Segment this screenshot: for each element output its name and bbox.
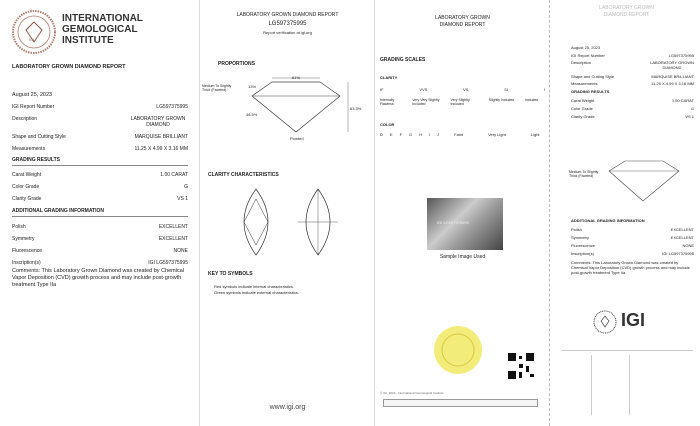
color-letter: J: [437, 132, 440, 137]
grade-label: Clarity Grade: [12, 196, 42, 202]
col3-title2: DIAMOND REPORT: [439, 22, 486, 28]
summary-value: EXCELLENT: [670, 235, 694, 240]
summary-label: Carat Weight: [571, 98, 595, 103]
field-label: Measurements: [12, 146, 46, 152]
summary-value: VS 1: [685, 114, 694, 119]
proportions-heading: PROPORTIONS: [218, 61, 255, 67]
addl-label: Symmetry: [12, 236, 35, 242]
field-label: Description: [12, 116, 38, 122]
color-letter: F: [399, 132, 403, 137]
comments: Comments: This Laboratory Grown Diamond was created by Chemical Vapor Deposition (CVD) growth process and may include post-growth treatment Type IIa: [12, 268, 184, 288]
clarity-desc: Slightly Included: [488, 98, 515, 102]
seal-text: IGI: [29, 37, 35, 42]
color-letter: D: [380, 132, 383, 137]
pavilion-pct: 46.5%: [246, 112, 258, 117]
summary-label: Inscription(s): [571, 251, 594, 256]
institute-line1: INTERNATIONAL: [62, 13, 143, 24]
clarity-scale-heading: CLARITY: [380, 75, 398, 80]
qr-code-icon: [507, 352, 535, 380]
summary-value: IGI LG597375995: [662, 251, 694, 256]
field-value: 11.25 X 4.99 X 3.16 MM: [134, 146, 188, 152]
hologram-seal-icon: [433, 325, 483, 375]
summary-label: Fluorescence: [571, 243, 596, 248]
addl-value: EXCELLENT: [158, 236, 188, 242]
verify-text: Report verification at igi.org: [263, 30, 312, 35]
girdle-desc: Medium To Slightly Thick (Faceted): [202, 84, 232, 92]
igi-brand: IGI: [621, 310, 646, 330]
field-label: Shape and Cutting Style: [12, 134, 66, 140]
summary-label: Color Grade: [571, 106, 593, 111]
clarity-grade: I: [543, 87, 545, 92]
report-title: LABORATORY GROWN DIAMOND REPORT: [12, 64, 126, 70]
key-heading: KEY TO SYMBOLS: [208, 271, 253, 277]
grade-label: Color Grade: [12, 184, 40, 190]
summary-value: NONE: [682, 243, 694, 248]
clarity-characteristics-heading: CLARITY CHARACTERISTICS: [208, 172, 279, 178]
tear-off-strip: [561, 350, 693, 420]
grade-value: VS 1: [177, 196, 188, 202]
clarity-grade: SI: [504, 87, 509, 92]
crown-pct: 13%: [248, 84, 257, 89]
grading-scales-panel: [375, 0, 550, 426]
igi-seal-icon: [12, 10, 56, 54]
report-summary-panel: [553, 0, 700, 426]
color-desc: Light: [530, 132, 540, 137]
addl-value: IGI LG597375995: [148, 260, 188, 266]
website: www.igi.org: [269, 404, 306, 411]
addl-label: Fluorescence: [12, 248, 43, 254]
key-red: Red symbols indicate internal characteristics.: [214, 284, 295, 289]
grading-results-heading: GRADING RESULTS: [12, 157, 60, 163]
grade-label: Carat Weight: [12, 172, 42, 178]
clarity-grade: VVS: [419, 87, 428, 92]
addl-value: EXCELLENT: [158, 224, 188, 230]
color-desc: Very Light: [488, 132, 506, 137]
sample-image-label: Sample Image Used: [439, 254, 486, 260]
marquise-plot-icon: [228, 185, 348, 260]
color-desc: Faint: [454, 132, 464, 137]
color-scale-heading: COLOR: [380, 122, 395, 127]
col4-title1: LABORATORY GROWN: [599, 5, 654, 11]
clarity-desc: Very Slightly Included: [450, 98, 470, 106]
summary-grading-heading: GRADING RESULTS: [571, 89, 610, 94]
clarity-grade: VS: [463, 87, 469, 92]
summary-comments: Comments: This Laboratory Grown Diamond was created by Chemical Vapor Deposition (CVD) growth process and may include post-growth treatment Type IIa: [571, 260, 690, 275]
col4-title2: DIAMOND REPORT: [603, 12, 650, 18]
summary-label: Symmetry: [571, 235, 589, 240]
summary-addl-heading: ADDITIONAL GRADING INFORMATION: [571, 218, 645, 223]
depth-pct: 63.3%: [350, 106, 362, 111]
report-date: August 25, 2023: [12, 92, 53, 98]
summary-label: Polish: [571, 227, 582, 232]
sample-inscription-image: [427, 198, 503, 250]
grading-scales-heading: GRADING SCALES: [380, 57, 426, 63]
clarity-grade: IF: [380, 87, 384, 92]
report-main-panel: [0, 0, 200, 426]
summary-date: August 25, 2023: [571, 45, 601, 50]
summary-label: Description: [571, 60, 592, 65]
summary-value: LG597375995: [668, 53, 694, 58]
table-pct: 61%: [292, 75, 301, 80]
copyright: © IGI, 2023 - International Gemological Institute: [380, 391, 444, 395]
summary-value: MARQUISE BRILLIANT: [651, 74, 694, 79]
igi-seal-small-icon: [593, 310, 617, 334]
clarity-desc: Internally Flawless: [380, 98, 395, 106]
grade-value: 1.00 CARAT: [160, 172, 188, 178]
summary-label: Shape and Cutting Style: [571, 74, 615, 79]
col3-title1: LABORATORY GROWN: [435, 15, 490, 21]
color-letter: E: [389, 132, 393, 137]
clarity-desc: Very Very Slightly Included: [412, 98, 440, 106]
field-value: MARQUISE BRILLIANT: [134, 134, 188, 140]
sample-inscription-text: IGI LG597375995: [437, 220, 469, 225]
addl-label: Inscription(s): [12, 260, 41, 266]
summary-value: 11.25 X 4.99 X 3.16 MM: [651, 81, 694, 86]
summary-label: Clarity Grade: [571, 114, 595, 119]
key-green: Green symbols indicate external characteristics.: [214, 290, 299, 295]
summary-label: Measurements: [571, 81, 598, 86]
color-letter: G: [409, 132, 413, 137]
color-letter: I: [429, 132, 431, 137]
institute-line2: GEMOLOGICAL: [62, 24, 138, 35]
summary-value: EXCELLENT: [670, 227, 694, 232]
culet-desc: Pointed: [290, 136, 304, 141]
grade-value: G: [184, 184, 188, 190]
summary-proportion-icon: [603, 153, 693, 208]
field-value: LABORATORY GROWN DIAMOND: [130, 116, 186, 128]
summary-value: LABORATORY GROWN DIAMOND: [650, 60, 694, 70]
addl-value: NONE: [173, 248, 188, 254]
clarity-desc: Included: [525, 98, 539, 102]
col2-report-no: LG597375995: [268, 21, 307, 27]
field-label: IGI Report Number: [12, 104, 55, 110]
report-plot-panel: [200, 0, 375, 426]
summary-label: IGI Report Number: [571, 53, 605, 58]
color-letter: H: [419, 132, 423, 137]
additional-heading: ADDITIONAL GRADING INFORMATION: [12, 208, 105, 214]
field-value: LG597375995: [156, 104, 188, 110]
col2-title: LABORATORY GROWN DIAMOND REPORT: [236, 12, 339, 18]
addl-label: Polish: [12, 224, 26, 230]
summary-value: G: [690, 106, 694, 111]
institute-line3: INSTITUTE: [62, 35, 114, 46]
summary-value: 1.00 CARAT: [671, 98, 694, 103]
summary-girdle: Medium To Slightly Thick (Faceted): [569, 170, 599, 178]
security-strip: [383, 399, 538, 407]
